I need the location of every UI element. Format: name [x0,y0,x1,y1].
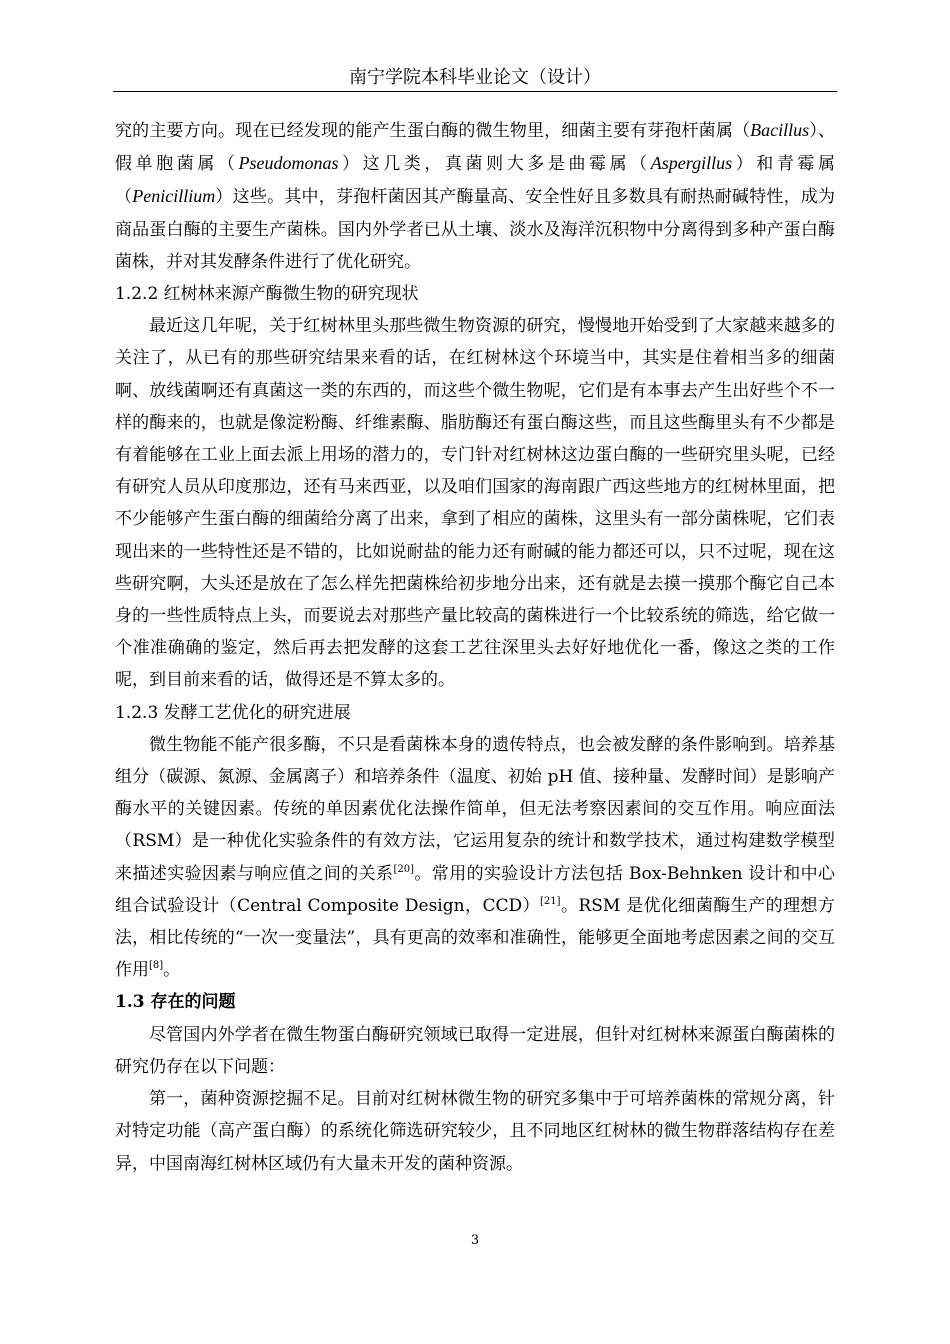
genus-pseudomonas: Pseudomonas [238,153,339,174]
text-span: ）和青霉属（ [115,154,836,208]
header-rule [113,91,837,92]
genus-bacillus: Bacillus [750,120,810,140]
genus-aspergillus: Aspergillus [650,153,733,174]
page-header: 南宁学院本科毕业论文（设计） [349,67,601,88]
text-span: ）这些。其中，芽孢杆菌因其产酶量高、安全性好且多数具有耐热耐碱特性，成为商品蛋白酶的主要生产菌株。国内外学者已从土壤、淡水及海洋沉积物中分离得到多种产蛋白酶菌株，并对其发酵条件进行了优化研究。 [115,187,836,272]
section-heading-1-2-3: 1.2.3 发酵工艺优化的研究进展 [115,702,351,723]
citation-20[interactable]: [20] [393,863,414,875]
citation-8[interactable]: [8] [149,960,164,972]
text-span: ）这几类，真菌则大多是曲霉属（ [338,154,651,175]
text-span: ）、假单胞菌属（ [115,121,836,175]
genus-penicillium: Penicillium [132,186,216,207]
section-heading-1-3: 1.3 存在的问题 [115,992,236,1013]
paragraph-mangrove-research: 最近这几年呢，关于红树林里头那些微生物资源的研究，慢慢地开始受到了大家越来越多的关注了，从已有的那些研究结果来看的话，在红树林这个环境当中，其实是住着相当多的细菌啊、放线菌啊还有真菌这一类的东西的，而这些个微生物呢，它们是有本事去产生出好些个不一样的酶来的，也就是像淀粉酶、纤维素酶、脂肪酶还有蛋白酶这些，而且这些酶里头有不少都是有着能够在工业上面去派上用场的潜力的，专门针对红树林这边蛋白酶的一些研究里头呢，已经有研究人员从印度那边，还有马来西亚，以及咱们国家的海南跟广西这些地方的红树林里面，把不少能够产生蛋白酶的细菌给分离了出来，拿到了相应的菌株，这里头有一部分菌株呢，它们表现出来的一些特性还是不错的，比如说耐盐的能力还有耐碱的能力都还可以，只不过呢，现在这些研究啊，大头还是放在了怎么样先把菌株给初步地分出来，还有就是去摸一摸那个酶它自己本身的一些性质特点上头，而要说去对那些产量比较高的菌株进行一个比较系统的筛选，给它做一个准准确确的鉴定，然后再去把发酵的这套工艺往深里头去好好地优化一番，像这之类的工作呢，到目前来看的话，做得还是不算太多的。 [115,316,835,691]
text-span: 。 [163,960,181,981]
paragraph-problems-intro: 尽管国内外学者在微生物蛋白酶研究领域已取得一定进展，但针对红树林来源蛋白酶菌株的研究仍存在以下问题： [115,1024,835,1077]
page-number: 3 [470,1233,480,1248]
section-heading-1-2-2: 1.2.2 红树林来源产酶微生物的研究现状 [115,284,419,305]
paragraph-intro [115,114,835,278]
paragraph-problem-1: 第一，菌种资源挖掘不足。目前对红树林微生物的研究多集中于可培养菌株的常规分离，针对特定功能（高产蛋白酶）的系统化筛选研究较少，且不同地区红树林的微生物群落结构存在差异，中国南海红树林区域仍有大量未开发的菌种资源。 [115,1089,835,1174]
text-span: 。RSM 是优化细菌酶生产的理想方法，相比传统的“一次一变量法”，具有更高的效率和准确性，能够更全面地考虑因素之间的交互作用 [115,895,835,981]
text-span: 。常用的实验设计方法包括 Box-Behnken 设计和中心组合试验设计（Central Composite Design，CCD） [115,863,835,916]
text-span: 微生物能不能产很多酶，不只是看菌株本身的遗传特点，也会被发酵的条件影响到。培养基组分（碳源、氮源、金属离子）和培养条件（温度、初始 pH 值、接种量、发酵时间）是影响产酶水平的关键因素。传统的单因素优化法操作简单，但无法考察因素间的交互作用。响应面法（RSM）是一种优化实验条件的有效方法，它运用复杂的统计和数学技术，通过构建数学模型来描述实验因素与响应值之间的关系 [115,734,835,884]
text-span: 究的主要方向。现在已经发现的能产生蛋白酶的微生物里，细菌主要有芽孢杆菌属（ [115,121,751,141]
page-body [115,114,835,1180]
citation-21[interactable]: [21] [539,895,561,907]
paragraph-fermentation [115,729,835,987]
